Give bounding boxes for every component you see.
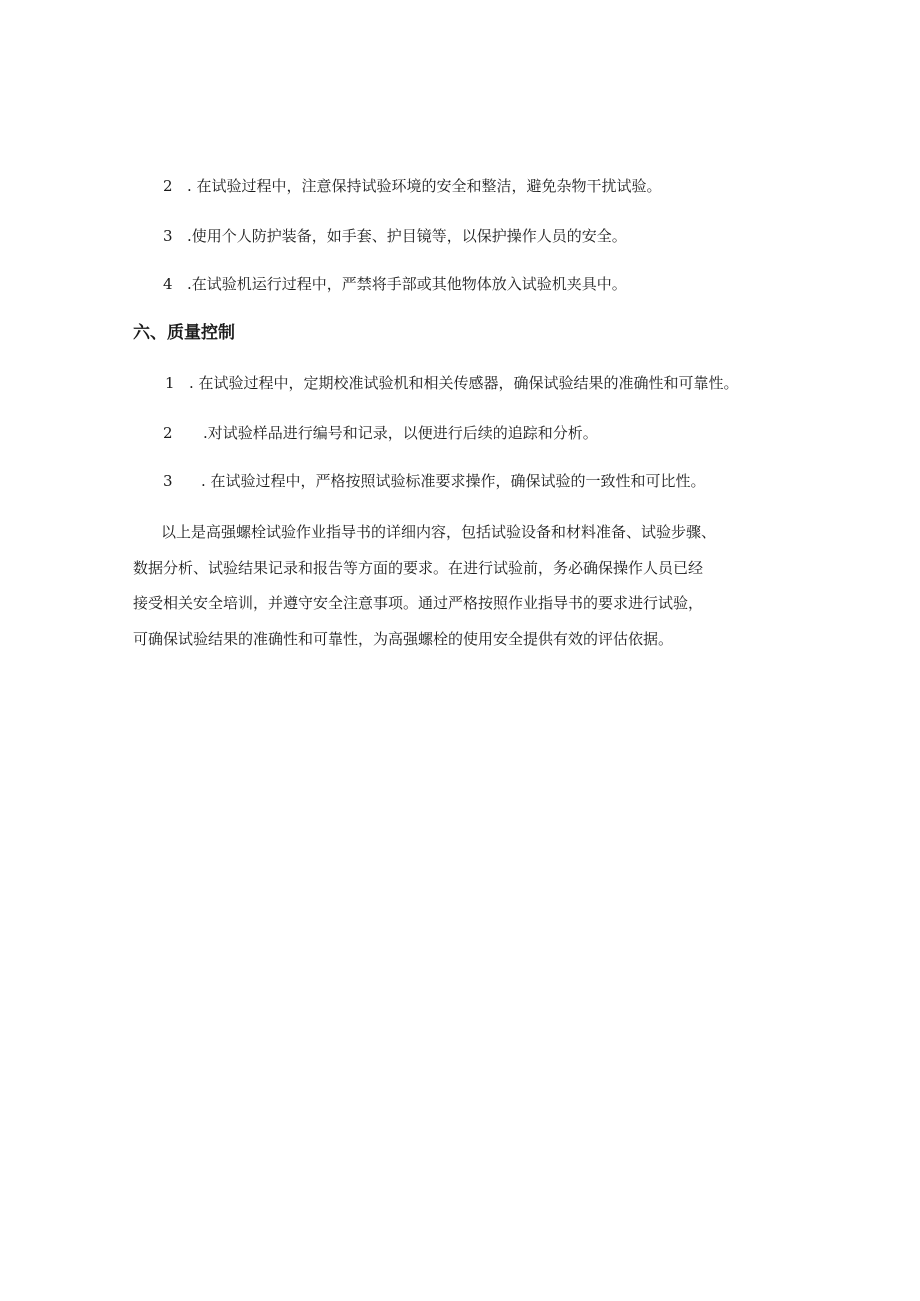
section-heading-quality-control: 六、质量控制 — [133, 323, 235, 343]
list-item-number: 2 — [163, 177, 173, 195]
summary-line: 以上是高强螺栓试验作业指导书的详细内容，包括试验设备和材料准备、试验步骤、 — [161, 523, 717, 541]
summary-line: 可确保试验结果的准确性和可靠性，为高强螺栓的使用安全提供有效的评估依据。 — [133, 629, 674, 648]
list-item-text: . 在试验过程中，严格按照试验标准要求操作，确保试验的一致性和可比性。 — [201, 472, 706, 490]
list-item-text: .对试验样品进行编号和记录，以便进行后续的追踪和分析。 — [203, 424, 598, 442]
list-item-safety-2 — [163, 175, 662, 197]
list-item-number: 4 — [163, 275, 173, 293]
list-item-number: 3 — [163, 227, 173, 245]
list-item-safety-3 — [163, 225, 627, 247]
list-item-number: 1 — [165, 374, 175, 392]
list-item-quality-1 — [165, 372, 739, 394]
summary-line: 数据分析、试验结果记录和报告等方面的要求。在进行试验前，务必确保操作人员已经 — [133, 558, 704, 577]
summary-paragraph — [133, 515, 833, 657]
list-item-text: .使用个人防护装备，如手套、护目镜等，以保护操作人员的安全。 — [187, 227, 627, 245]
list-item-quality-2 — [163, 422, 598, 444]
list-item-number: 3 — [163, 472, 173, 490]
list-item-quality-3 — [163, 470, 706, 492]
list-item-safety-4 — [163, 273, 627, 295]
list-item-number: 2 — [163, 424, 173, 442]
list-item-text: . 在试验过程中，注意保持试验环境的安全和整洁，避免杂物干扰试验。 — [187, 177, 662, 195]
list-item-text: . 在试验过程中，定期校准试验机和相关传感器，确保试验结果的准确性和可靠性。 — [189, 374, 739, 392]
summary-line: 接受相关安全培训，并遵守安全注意事项。通过严格按照作业指导书的要求进行试验， — [133, 594, 704, 612]
list-item-text: .在试验机运行过程中，严禁将手部或其他物体放入试验机夹具中。 — [187, 275, 627, 293]
